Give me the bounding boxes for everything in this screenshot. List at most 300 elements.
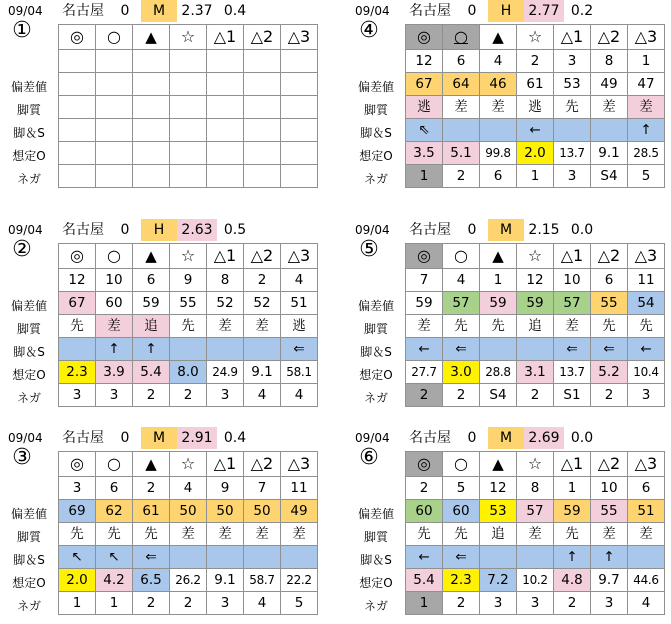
kyakushitsu-cell: 差 <box>244 315 281 338</box>
nega-cell: 2 <box>591 384 628 407</box>
horse-cell <box>207 50 244 73</box>
kyakus-cell: ⇐ <box>443 546 480 569</box>
kyakushitsu-cell <box>207 96 244 119</box>
hensachi-cell: 59 <box>406 292 443 315</box>
race-value-1: 2.91 <box>177 427 217 449</box>
kyakushitsu-cell <box>170 96 207 119</box>
nega-row <box>59 592 318 615</box>
hensachi-cell: 62 <box>96 500 133 523</box>
souteio-row <box>59 569 318 592</box>
nega-cell: 2 <box>406 384 443 407</box>
race-value-2: 0.5 <box>223 222 247 238</box>
horse-cell: 12 <box>406 50 443 73</box>
mark-cell: △2 <box>244 244 281 269</box>
race-date: 09/04 <box>355 223 390 237</box>
kyakushitsu-cell <box>133 96 170 119</box>
hensachi-cell: 47 <box>628 73 665 96</box>
kyakus-cell <box>59 338 96 361</box>
hensachi-row <box>406 500 665 523</box>
mark-cell: △2 <box>244 25 281 50</box>
label-nega: ネガ <box>363 391 388 405</box>
label-hensachi: 偏差値 <box>357 299 394 313</box>
kyakus-cell: ↖ <box>59 546 96 569</box>
hensachi-cell: 50 <box>170 500 207 523</box>
nega-cell: 3 <box>628 384 665 407</box>
horse-cell <box>96 50 133 73</box>
kyakus-cell <box>207 546 244 569</box>
hensachi-row <box>406 73 665 96</box>
hensachi-cell: 57 <box>517 500 554 523</box>
race-block-5 <box>347 219 667 414</box>
mark-cell: ◎ <box>59 244 96 269</box>
race-value-1: 2.77 <box>524 0 564 22</box>
horse-cell: 3 <box>59 477 96 500</box>
horse-cell: 11 <box>628 269 665 292</box>
horse-cell <box>170 50 207 73</box>
mark-cell: ☆ <box>170 452 207 477</box>
nega-cell <box>207 165 244 188</box>
label-kyakushitsu: 脚質 <box>16 103 41 117</box>
label-hensachi: 偏差値 <box>357 80 394 94</box>
race-mark: H <box>141 219 177 241</box>
mark-cell: ○ <box>96 452 133 477</box>
horse-cell: 4 <box>170 477 207 500</box>
nega-row <box>406 165 665 188</box>
race-zero: 0 <box>120 3 130 19</box>
nega-cell: 3 <box>591 592 628 615</box>
hensachi-cell: 60 <box>406 500 443 523</box>
mark-cell: ▲ <box>480 244 517 269</box>
race-block-1 <box>0 0 320 195</box>
race-block-4 <box>347 0 667 195</box>
hensachi-cell: 60 <box>443 500 480 523</box>
horse-cell: 7 <box>406 269 443 292</box>
horse-cell: 6 <box>628 477 665 500</box>
souteio-cell: 27.7 <box>406 361 443 384</box>
race-number: ② <box>12 237 32 262</box>
kyakus-row <box>59 338 318 361</box>
race-zero: 0 <box>120 222 130 238</box>
race-table <box>405 24 665 188</box>
kyakus-cell: ← <box>628 338 665 361</box>
horse-cell: 1 <box>554 477 591 500</box>
kyakushitsu-cell: 先 <box>480 315 517 338</box>
souteio-row <box>406 569 665 592</box>
kyakushitsu-cell: 差 <box>207 523 244 546</box>
horse-cell: 8 <box>591 50 628 73</box>
kyakus-cell: ↑ <box>554 546 591 569</box>
marks-row <box>59 452 318 477</box>
nega-cell: 4 <box>244 592 281 615</box>
horse-cell <box>281 50 318 73</box>
mark-cell: ○ <box>443 452 480 477</box>
kyakus-cell: ⇐ <box>133 546 170 569</box>
nega-cell <box>133 165 170 188</box>
race-number: ⑥ <box>359 445 379 470</box>
hensachi-cell: 51 <box>628 500 665 523</box>
race-zero: 0 <box>467 3 477 19</box>
souteio-cell: 26.2 <box>170 569 207 592</box>
label-nega: ネガ <box>16 391 41 405</box>
hensachi-cell: 49 <box>591 73 628 96</box>
kyakus-cell <box>59 119 96 142</box>
mark-cell: ◎ <box>406 244 443 269</box>
marks-row <box>406 244 665 269</box>
hensachi-cell: 50 <box>244 500 281 523</box>
souteio-cell: 9.7 <box>591 569 628 592</box>
nega-row <box>59 165 318 188</box>
horse-cell: 9 <box>207 477 244 500</box>
hensachi-cell: 64 <box>443 73 480 96</box>
kyakushitsu-cell: 先 <box>406 523 443 546</box>
souteio-cell <box>170 142 207 165</box>
race-value-1: 2.63 <box>177 219 217 241</box>
label-kyakushitsu: 脚質 <box>363 530 388 544</box>
souteio-cell: 10.4 <box>628 361 665 384</box>
kyakus-cell: ⇐ <box>443 338 480 361</box>
kyakus-cell: ↑ <box>96 338 133 361</box>
mark-cell: ▲ <box>133 25 170 50</box>
kyakushitsu-cell: 差 <box>628 96 665 119</box>
souteio-cell: 4.2 <box>96 569 133 592</box>
horse-cell: 6 <box>133 269 170 292</box>
label-souteio: 想定O <box>359 576 393 590</box>
kyakushitsu-cell: 差 <box>170 523 207 546</box>
hensachi-row <box>59 500 318 523</box>
mark-cell: △1 <box>207 452 244 477</box>
nega-cell: 2 <box>170 592 207 615</box>
souteio-cell: 28.5 <box>628 142 665 165</box>
kyakus-row <box>406 119 665 142</box>
label-kyakushitsu: 脚質 <box>363 103 388 117</box>
label-souteio: 想定O <box>12 149 46 163</box>
race-table <box>405 243 665 407</box>
nega-cell: 3 <box>517 592 554 615</box>
kyakushitsu-cell: 差 <box>480 96 517 119</box>
mark-cell: ▲ <box>133 244 170 269</box>
kyakushitsu-cell: 先 <box>554 523 591 546</box>
race-date: 09/04 <box>355 4 390 18</box>
label-hensachi: 偏差値 <box>10 507 47 521</box>
kyakus-cell <box>133 119 170 142</box>
horse-cell: 6 <box>591 269 628 292</box>
label-souteio: 想定O <box>359 149 393 163</box>
kyakus-cell: ⇐ <box>554 338 591 361</box>
kyakushitsu-cell: 差 <box>443 96 480 119</box>
hensachi-cell: 59 <box>517 292 554 315</box>
kyakus-cell <box>244 338 281 361</box>
souteio-row <box>406 142 665 165</box>
race-date: 09/04 <box>8 223 43 237</box>
race-venue: 名古屋 <box>62 222 104 238</box>
kyakus-row <box>406 546 665 569</box>
kyakushitsu-cell: 先 <box>59 315 96 338</box>
souteio-cell: 10.2 <box>517 569 554 592</box>
souteio-cell: 99.8 <box>480 142 517 165</box>
nega-cell: S4 <box>591 165 628 188</box>
hensachi-cell: 61 <box>517 73 554 96</box>
mark-cell: △2 <box>591 452 628 477</box>
hensachi-cell: 53 <box>554 73 591 96</box>
horse-cell: 12 <box>480 477 517 500</box>
souteio-cell: 9.1 <box>207 569 244 592</box>
souteio-cell: 58.1 <box>281 361 318 384</box>
label-nega: ネガ <box>363 599 388 613</box>
label-souteio: 想定O <box>12 368 46 382</box>
label-kyakus: 脚＆S <box>13 126 45 140</box>
nega-cell: 4 <box>281 384 318 407</box>
kyakushitsu-row <box>406 315 665 338</box>
mark-cell: ○ <box>443 25 480 50</box>
kyakushitsu-cell: 差 <box>517 523 554 546</box>
kyakushitsu-cell: 差 <box>591 96 628 119</box>
nega-cell: 2 <box>443 592 480 615</box>
kyakushitsu-cell: 差 <box>96 315 133 338</box>
horse-cell: 4 <box>443 269 480 292</box>
souteio-cell: 8.0 <box>170 361 207 384</box>
mark-cell: ▲ <box>133 452 170 477</box>
hensachi-cell: 52 <box>244 292 281 315</box>
nega-row <box>406 384 665 407</box>
label-nega: ネガ <box>363 172 388 186</box>
horse-cell: 7 <box>244 477 281 500</box>
race-table <box>58 24 318 188</box>
souteio-cell: 3.0 <box>443 361 480 384</box>
race-table <box>58 243 318 407</box>
hensachi-cell <box>244 73 281 96</box>
hensachi-cell: 55 <box>591 500 628 523</box>
race-mark: M <box>141 0 177 22</box>
label-kyakushitsu: 脚質 <box>16 322 41 336</box>
souteio-row <box>406 361 665 384</box>
mark-cell: ○ <box>96 244 133 269</box>
race-block-6 <box>347 427 667 622</box>
kyakus-cell <box>170 338 207 361</box>
label-hensachi: 偏差値 <box>10 80 47 94</box>
nega-cell: 5 <box>281 592 318 615</box>
race-mark: H <box>488 0 524 22</box>
horse-cell <box>133 50 170 73</box>
horse-cell: 11 <box>281 477 318 500</box>
label-souteio: 想定O <box>359 368 393 382</box>
race-table <box>405 451 665 615</box>
horse-cell: 4 <box>480 50 517 73</box>
race-mark: M <box>488 427 524 449</box>
hensachi-cell: 59 <box>554 500 591 523</box>
kyakus-cell <box>281 546 318 569</box>
hensachi-cell <box>207 73 244 96</box>
mark-cell: △1 <box>207 244 244 269</box>
hensachi-cell: 60 <box>96 292 133 315</box>
souteio-cell: 4.8 <box>554 569 591 592</box>
label-kyakus: 脚＆S <box>360 126 392 140</box>
kyakus-cell: ← <box>406 338 443 361</box>
kyakushitsu-cell: 差 <box>281 523 318 546</box>
kyakushitsu-cell: 追 <box>480 523 517 546</box>
kyakus-cell: ⇐ <box>591 338 628 361</box>
mark-cell: △1 <box>554 244 591 269</box>
nega-cell: 6 <box>480 165 517 188</box>
race-venue: 名古屋 <box>409 3 451 19</box>
mark-cell: ▲ <box>480 25 517 50</box>
nega-cell <box>59 165 96 188</box>
race-venue: 名古屋 <box>62 3 104 19</box>
race-date: 09/04 <box>8 4 43 18</box>
nega-cell <box>170 165 207 188</box>
mark-cell: ◎ <box>406 25 443 50</box>
horse-cell: 3 <box>554 50 591 73</box>
race-number: ③ <box>12 445 32 470</box>
hensachi-cell <box>170 73 207 96</box>
marks-row <box>59 244 318 269</box>
souteio-cell <box>59 142 96 165</box>
hensachi-cell <box>133 73 170 96</box>
kyakushitsu-row <box>406 96 665 119</box>
horse-cell <box>59 50 96 73</box>
mark-cell: ◎ <box>59 25 96 50</box>
kyakus-cell: ↖ <box>96 546 133 569</box>
kyakus-cell <box>591 119 628 142</box>
kyakus-cell: ⇐ <box>281 338 318 361</box>
horse-cell: 10 <box>96 269 133 292</box>
mark-cell: ☆ <box>517 452 554 477</box>
souteio-cell: 2.0 <box>59 569 96 592</box>
kyakus-cell <box>443 119 480 142</box>
race-date: 09/04 <box>8 431 43 445</box>
horse-cell: 2 <box>406 477 443 500</box>
souteio-cell: 5.2 <box>591 361 628 384</box>
hensachi-row <box>59 292 318 315</box>
nega-cell: 1 <box>406 165 443 188</box>
marks-row <box>406 25 665 50</box>
hensachi-row <box>59 73 318 96</box>
horse-cell: 12 <box>517 269 554 292</box>
kyakushitsu-cell: 先 <box>554 96 591 119</box>
kyakus-row <box>406 338 665 361</box>
hensachi-cell: 53 <box>480 500 517 523</box>
hensachi-cell: 52 <box>207 292 244 315</box>
kyakus-cell: ⇖ <box>406 119 443 142</box>
race-number: ① <box>12 18 32 43</box>
souteio-cell <box>133 142 170 165</box>
hensachi-cell: 59 <box>133 292 170 315</box>
horse-cell <box>244 50 281 73</box>
horse-cell: 10 <box>554 269 591 292</box>
kyakushitsu-cell: 追 <box>517 315 554 338</box>
hensachi-cell: 54 <box>628 292 665 315</box>
mark-cell: ▲ <box>480 452 517 477</box>
kyakushitsu-cell: 差 <box>207 315 244 338</box>
horse-row <box>406 477 665 500</box>
nega-cell: 4 <box>244 384 281 407</box>
souteio-cell: 9.1 <box>591 142 628 165</box>
race-mark: M <box>488 219 524 241</box>
nega-cell: 1 <box>59 592 96 615</box>
label-nega: ネガ <box>16 599 41 613</box>
kyakus-cell: ↑ <box>591 546 628 569</box>
label-hensachi: 偏差値 <box>10 299 47 313</box>
souteio-cell <box>207 142 244 165</box>
race-venue: 名古屋 <box>409 430 451 446</box>
souteio-cell: 5.1 <box>443 142 480 165</box>
hensachi-cell: 67 <box>59 292 96 315</box>
souteio-cell: 3.5 <box>406 142 443 165</box>
kyakus-row <box>59 546 318 569</box>
race-zero: 0 <box>120 430 130 446</box>
marks-row <box>59 25 318 50</box>
hensachi-cell: 55 <box>170 292 207 315</box>
mark-cell: △2 <box>591 25 628 50</box>
race-block-3 <box>0 427 320 622</box>
kyakus-row <box>59 119 318 142</box>
souteio-cell: 9.1 <box>244 361 281 384</box>
nega-cell: 3 <box>59 384 96 407</box>
nega-row <box>406 592 665 615</box>
horse-cell: 12 <box>59 269 96 292</box>
souteio-cell <box>244 142 281 165</box>
race-number: ⑤ <box>359 237 379 262</box>
nega-cell: S1 <box>554 384 591 407</box>
kyakus-cell <box>554 119 591 142</box>
souteio-cell: 44.6 <box>628 569 665 592</box>
race-value-2: 0.4 <box>223 3 247 19</box>
race-block-2 <box>0 219 320 414</box>
hensachi-cell: 57 <box>554 292 591 315</box>
mark-cell: ☆ <box>170 25 207 50</box>
label-kyakus: 脚＆S <box>13 553 45 567</box>
kyakus-cell <box>480 119 517 142</box>
race-zero: 0 <box>467 430 477 446</box>
kyakus-cell <box>517 338 554 361</box>
mark-cell: ◎ <box>406 452 443 477</box>
souteio-cell: 5.4 <box>406 569 443 592</box>
mark-cell: △1 <box>207 25 244 50</box>
hensachi-cell: 51 <box>281 292 318 315</box>
kyakus-cell <box>244 119 281 142</box>
kyakushitsu-cell: 先 <box>96 523 133 546</box>
kyakushitsu-cell: 差 <box>591 523 628 546</box>
hensachi-cell: 69 <box>59 500 96 523</box>
nega-cell: 4 <box>628 592 665 615</box>
horse-cell: 2 <box>244 269 281 292</box>
horse-cell: 5 <box>443 477 480 500</box>
horse-row <box>59 269 318 292</box>
race-zero: 0 <box>467 222 477 238</box>
mark-cell: △1 <box>554 452 591 477</box>
kyakushitsu-cell: 差 <box>628 523 665 546</box>
horse-cell: 1 <box>628 50 665 73</box>
horse-cell: 4 <box>281 269 318 292</box>
horse-cell: 10 <box>591 477 628 500</box>
kyakushitsu-row <box>406 523 665 546</box>
nega-cell: 5 <box>628 165 665 188</box>
kyakushitsu-cell: 先 <box>628 315 665 338</box>
kyakushitsu-row <box>59 96 318 119</box>
kyakushitsu-cell: 逃 <box>281 315 318 338</box>
kyakus-cell <box>628 546 665 569</box>
kyakushitsu-cell: 逃 <box>517 96 554 119</box>
mark-cell: △3 <box>281 244 318 269</box>
nega-cell: 1 <box>517 165 554 188</box>
hensachi-cell: 67 <box>406 73 443 96</box>
kyakushitsu-cell <box>281 96 318 119</box>
kyakus-cell: ↑ <box>133 338 170 361</box>
hensachi-row <box>406 292 665 315</box>
mark-cell: △3 <box>281 452 318 477</box>
kyakus-cell: ↑ <box>628 119 665 142</box>
race-value-1: 2.37 <box>181 3 213 19</box>
race-mark: M <box>141 427 177 449</box>
